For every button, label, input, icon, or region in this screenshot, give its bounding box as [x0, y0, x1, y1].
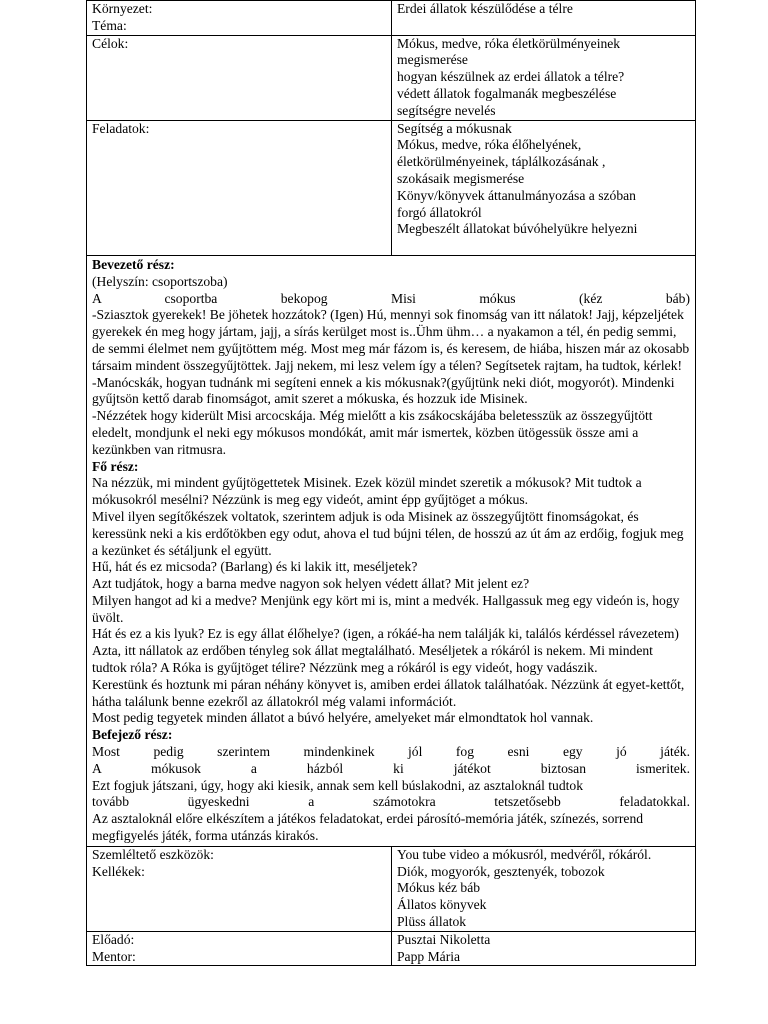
celok-line: Mókus, medve, róka életkörülményeinek [397, 35, 621, 51]
fo-heading: Fő rész: [92, 458, 139, 474]
fo-paragraph: Na nézzük, mi mindent gyűjtögettetek Misinek. Ezek közül mindet szeretik a mókusok? Mit tudtok a mókusokról mesélni? Nézzünk is meg egy videót, amint épp gyűjtöget a mókus. [92, 475, 642, 508]
feladatok-line: életkörülményeinek, táplálkozásának , [397, 154, 606, 170]
row-body [87, 255, 696, 846]
row-goals [87, 35, 696, 120]
bevezeto-heading: Bevezető rész: [92, 256, 175, 272]
cell-presenter-values [392, 931, 696, 966]
befejezo-line: Ezt fogjuk játszani, úgy, hogy aki kiesik, annak sem kell búslakodni, az asztaloknál tudtok [92, 777, 584, 793]
cell-tools-labels [87, 846, 392, 931]
bevezeto-paragraph: -Nézzétek hogy kiderült Misi arcocskája. Még mielőtt a kis zsákocskájába beletesszük az összegyűjtött eledelt, mondjunk el neki egy mókusos mondókát, amit már ismertek, közben ütögessük össze ami a kezünkben van ritmusra. [92, 408, 653, 457]
fo-paragraph: Hű, hát és ez micsoda? (Barlang) és ki lakik itt, meséljetek? [92, 559, 418, 575]
feladatok-line: Megbeszélt állatokat búvóhelyükre helyezni [397, 221, 638, 237]
tema-label: Téma: [92, 17, 127, 33]
befejezo-line: tovább ügyeskedni a számotokra tetszetősebb feladatokkal. [92, 794, 690, 810]
fo-paragraph: Azta, itt nállatok az erdőben tényleg sok állat megtalálható. Meséljetek a rókáról is nekem. Mi mindent tudtok róla? A Róka is gyűjtöget télire? Nézzünk meg a rókáról is egy videót, hogy vadászik. [92, 643, 653, 676]
fo-paragraph: Azt tudjátok, hogy a barna medve nagyon sok helyen védett állat? Mit jelent ez? [92, 576, 530, 592]
cell-topic-value [392, 1, 696, 36]
feladatok-label: Feladatok: [92, 120, 150, 136]
eszkoz-line: Diók, mogyorók, gesztenyék, tobozok [397, 863, 605, 879]
feladatok-line: forgó állatokról [397, 204, 482, 220]
befejezo-heading: Befejező rész: [92, 727, 173, 743]
fo-paragraph: Kerestünk és hoztunk mi páran néhány könyvet is, amiben erdei állatok találhatóak. Nézzünk át egyet-kettőt, hátha találunk benne ezekről az állatokról még valami információt. [92, 676, 685, 709]
eszkoz-line: Plüss állatok [397, 914, 467, 930]
kornyezet-label: Környezet: [92, 1, 153, 16]
befejezo-line: Most pedig szerintem mindenkinek jól fog esni egy jó játék. [92, 744, 690, 760]
eszkoz-line: Állatos könyvek [397, 897, 487, 913]
mentor-label: Mentor: [92, 948, 136, 964]
fo-paragraph: Hát és ez a kis lyuk? Ez is egy állat élőhelye? (igen, a rókáé-ha nem találják ki, találós kérdéssel rávezetem) [92, 626, 679, 642]
bevezeto-paragraph: -Sziasztok gyerekek! Be jöhetek hozzátok? (Igen) Hú, mennyi sok finomság van itt nálatok! Jajj, képzeljétek gyerekek én meg hogy jártam, jajj, a sírás kerülget most is..Ühm ühm… a nyakamon a tél, én pedig semmi, de semmi élelmet nem gyűjtöttem még. Most meg már fázom is, és keresem, de hiába, hiszen már az okosabb társaim mindent összegyűjtöttek. Jajj nekem, mi lesz velem így a télen? Segítsetek rajtam, ha tudtok, kérlek! [92, 307, 690, 373]
fo-paragraph: Most pedig tegyetek minden állatot a búvó helyére, amelyeket már elmondtatok hol vannak. [92, 710, 594, 726]
cell-goals-label [87, 35, 392, 120]
fo-paragraph: Milyen hangot ad ki a medve? Menjünk egy kört mi is, mint a medvék. Hallgassuk meg egy videón is, hogy üvölt. [92, 592, 680, 625]
row-topic [87, 1, 696, 36]
befejezo-paragraph: Az asztaloknál előre elkészítem a játékos feladatokat, erdei párosító-memória játék, színezés, sorrend megfigyelés játék, forma utánzás kirakós. [92, 811, 644, 844]
helyszin-text: (Helyszín: csoportszoba) [92, 273, 228, 289]
eloado-value: Pusztai Nikoletta [397, 931, 491, 947]
cell-presenter-labels [87, 931, 392, 966]
cell-tasks-label [87, 120, 392, 255]
lesson-plan-table [86, 0, 696, 966]
celok-line: megismerése [397, 52, 468, 68]
fo-paragraph: Mivel ilyen segítőkészek voltatok, szerintem adjuk is oda Misinek az összegyűjtött finomságokat, és keressünk neki a kis erdőtökben egy odut, ahova el tud bújni télen, de hosszú az út ám az erdőig, fogjuk meg a kezünket és sétáljunk el együtt. [92, 508, 684, 558]
cell-tools-list [392, 846, 696, 931]
eszkoz-line: Mókus kéz báb [397, 880, 481, 896]
spacer-line [397, 238, 690, 255]
eloado-label: Előadó: [92, 931, 135, 947]
row-tools [87, 846, 696, 931]
feladatok-line: szokásaik megismerése [397, 170, 525, 186]
feladatok-line: Segítség a mókusnak [397, 120, 512, 136]
bevezeto-intro-line: A csoportba bekopog Misi mókus (kéz báb) [92, 290, 690, 306]
feladatok-line: Könyv/könyvek áttanulmányozása a szóban [397, 187, 636, 203]
celok-label: Célok: [92, 35, 129, 51]
cell-lesson-body [87, 255, 696, 846]
kellekek-label: Kellékek: [92, 863, 145, 879]
cell-goals-list [392, 35, 696, 120]
cell-topic-labels [87, 1, 392, 36]
befejezo-line: A mókusok a házból ki játékot biztosan ismeritek. [92, 760, 690, 776]
celok-line: segítségre nevelés [397, 102, 496, 118]
row-tasks [87, 120, 696, 255]
tema-value: Erdei állatok készülődése a télre [397, 1, 573, 16]
eszkoz-line: You tube video a mókusról, medvéről, rókáról. [397, 846, 652, 862]
celok-line: hogyan készülnek az erdei állatok a télre? [397, 69, 625, 85]
row-presenter [87, 931, 696, 966]
cell-tasks-list [392, 120, 696, 255]
lesson-plan-document [86, 0, 696, 966]
celok-line: védett állatok fogalmanák megbeszélése [397, 85, 617, 101]
bevezeto-paragraph: -Manócskák, hogyan tudnánk mi segíteni ennek a kis mókusnak?(gyűjtünk neki diót, mogyorót). Mindenki gyűjtsön kettő darab finomságot, amit szeret a mókuska, és hozzuk ide Misinek. [92, 374, 675, 407]
eszkozok-label: Szemléltető eszközök: [92, 846, 214, 862]
mentor-value: Papp Mária [397, 948, 461, 964]
feladatok-line: Mókus, medve, róka élőhelyének, [397, 137, 582, 153]
